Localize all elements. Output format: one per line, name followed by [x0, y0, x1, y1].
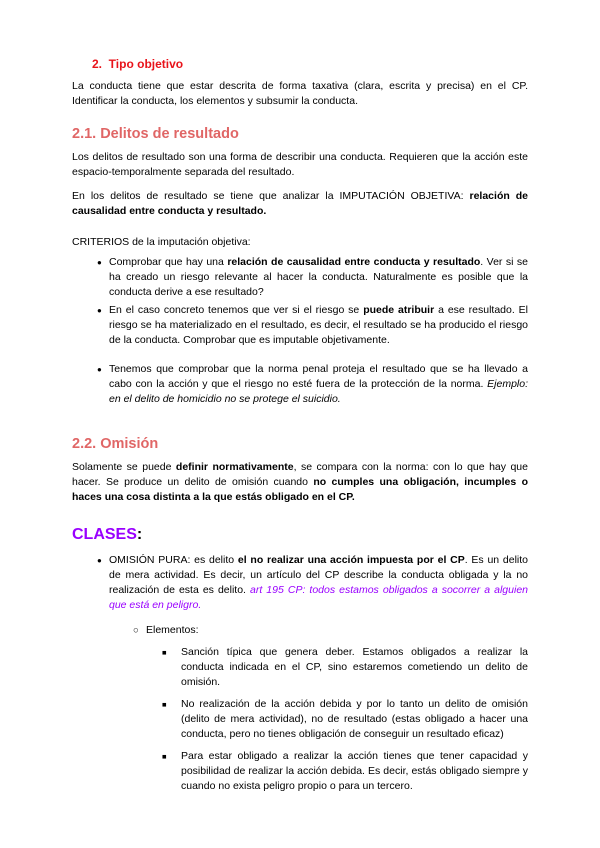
paragraph-imputacion-objetiva [72, 189, 528, 219]
clases-colon: : [136, 526, 143, 543]
paragraph-delitos-descripcion: Los delitos de resultado son una forma de describir una conducta. Requieren que la acción este espacio-temporalmente separada del resultado. [72, 151, 528, 178]
disc-bullet-icon: ● [97, 258, 102, 267]
bullet-text [109, 362, 528, 407]
text-run-bold: el no realizar una acción impuesta por el CP [237, 554, 465, 566]
text-run: Tenemos que comprobar que la norma penal proteja el resultado que se ha llevado a cabo con la acción y que el riesgo no esté fuera de la protección de la norma. [109, 363, 528, 390]
text-run-italic-purple: art 195 CP: todos estamos obligados a socorrer a alguien que está en peligro. [109, 584, 528, 611]
bullet-item-no-realizacion [72, 697, 528, 742]
text-run: Solamente se puede [72, 461, 176, 473]
text-run: En los delitos de resultado se tiene que analizar la IMPUTACIÓN OBJETIVA: [72, 190, 470, 202]
text-run: a ese resultado. El riesgo se ha materializado en el resultado, es decir, el resultado se ha producido el riesgo de la conducta. Comprobar que es imputable objetivamente. [109, 304, 528, 346]
paragraph-criterios: CRITERIOS de la imputación objetiva: [72, 236, 251, 248]
bullet-text [181, 697, 528, 742]
text-run: . Es un delito de mera actividad. Es decir, un artículo del CP describe la conducta obligada y la no realización de esta es delito. [109, 554, 529, 596]
disc-bullet-icon: ● [97, 556, 102, 565]
text-run: No realización de la acción debida y por lo tanto un delito de omisión (delito de mera actividad), no de resultado (estas obligado a hacer una conducta, pero no tienes obligación de conseguir un resultado eficaz) [181, 698, 528, 740]
bullet-text [181, 749, 528, 794]
text-run-bold: puede atribuir [363, 304, 435, 316]
text-run-italic: Ejemplo: en el delito de homicidio no se protege el suicidio. [109, 378, 528, 405]
clases-label: CLASES [72, 526, 137, 543]
bullet-item-atribucion-riesgo [72, 303, 528, 348]
text-run: Comprobar que hay una [109, 256, 228, 268]
text-run: Elementos: [146, 624, 199, 636]
bullet-item-sancion-tipica [72, 645, 528, 690]
heading-tipo-objetivo: 2. Tipo objetivo [92, 57, 184, 71]
text-run-bold: relación de causalidad entre conducta y resultado [227, 256, 481, 268]
text-run: OMISIÓN PURA: es delito [109, 554, 238, 566]
heading-omision: 2.2. Omisión [72, 436, 159, 452]
disc-bullet-icon: ● [97, 306, 102, 315]
text-run: , se compara con la norma: con lo que hay que hacer. Se produce un delito de omisión cuando [72, 461, 528, 488]
heading-clases [72, 525, 528, 545]
text-run: Para estar obligado a realizar la acción tienes que tener capacidad y posibilidad de realizar la acción debida. Es decir, estás obligado siempre y cuando no exista peligro propio o para un tercero. [181, 750, 528, 792]
circle-bullet-icon: ○ [133, 625, 139, 636]
intro-paragraph: La conducta tiene que estar descrita de forma taxativa (clara, escrita y precisa) en el CP. Identificar la conducta, los elementos y subsumir la conducta. [72, 80, 528, 107]
text-run-bold: no cumples una obligación, incumples o haces una cosa distinta a la que estás obligado en el CP. [72, 476, 528, 503]
bullet-item-causalidad [72, 255, 528, 300]
paragraph-omision [72, 460, 528, 505]
bullet-text [109, 255, 528, 300]
bullet-item-omision-pura [72, 553, 528, 613]
bullet-text [146, 623, 528, 638]
text-run: . Ver si se ha creado un riesgo relevante al hacer la conducta. Naturalmente es posible que la conducta derive a ese resultado? [109, 256, 528, 298]
bullet-item-capacidad [72, 749, 528, 794]
disc-bullet-icon: ● [97, 365, 102, 374]
square-bullet-icon: ■ [162, 648, 167, 657]
bullet-text [181, 645, 528, 690]
bullet-text [109, 553, 528, 613]
text-run: En el caso concreto tenemos que ver si el riesgo se [109, 304, 364, 316]
text-run: Sanción típica que genera deber. Estamos obligados a realizar la conducta indicada en el CP, sino estaremos cometiendo un delito de omisión. [181, 646, 528, 688]
bullet-item-proteccion-norma [72, 362, 528, 407]
square-bullet-icon: ■ [162, 752, 167, 761]
square-bullet-icon: ■ [162, 700, 167, 709]
bullet-item-elementos [72, 623, 528, 638]
bullet-text [109, 303, 528, 348]
heading-delitos-de-resultado: 2.1. Delitos de resultado [72, 126, 239, 142]
text-run-bold: relación de causalidad entre conducta y resultado. [72, 190, 528, 217]
text-run-bold: definir normativamente [175, 461, 294, 473]
